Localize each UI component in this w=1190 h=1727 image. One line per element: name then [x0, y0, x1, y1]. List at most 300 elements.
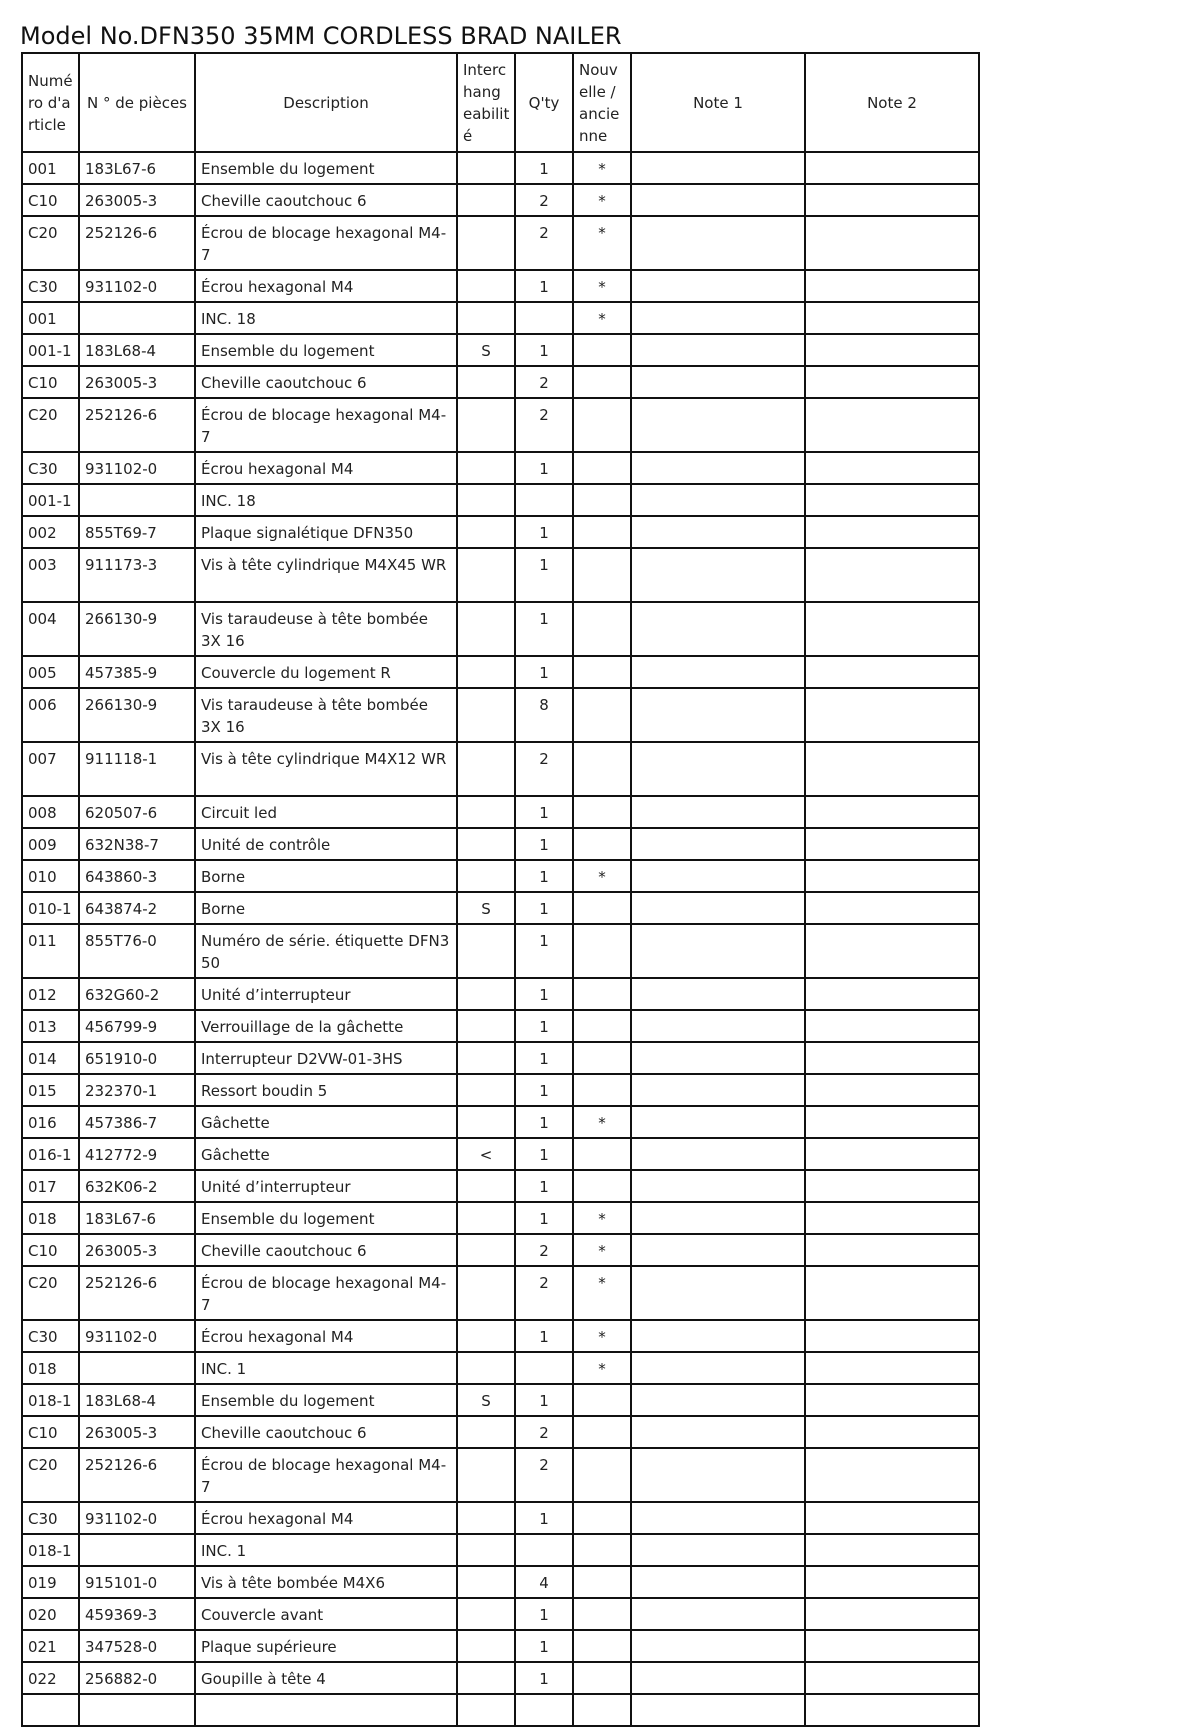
cell-note-2: [805, 1320, 979, 1352]
cell-item-no: 002: [22, 516, 79, 548]
cell-interchangeability: <: [457, 1138, 515, 1170]
table-row: [22, 1566, 979, 1598]
cell-new-old: *: [573, 860, 631, 892]
cell-description: Vis à tête bombée M4X6: [195, 1566, 457, 1598]
cell-part-no: 183L67-6: [79, 152, 195, 184]
cell-interchangeability: [457, 1416, 515, 1448]
cell-note-1: [631, 1630, 805, 1662]
cell-part-no: 256882-0: [79, 1662, 195, 1694]
cell-part-no: 456799-9: [79, 1010, 195, 1042]
cell-new-old: *: [573, 302, 631, 334]
table-row: [22, 1630, 979, 1662]
header-description: Description: [195, 53, 457, 152]
cell-new-old: [573, 1074, 631, 1106]
cell-note-2: [805, 1448, 979, 1502]
cell-part-no: [79, 1534, 195, 1566]
cell-note-2: [805, 1266, 979, 1320]
cell-interchangeability: [457, 366, 515, 398]
cell-note-2: [805, 1662, 979, 1694]
cell-part-no: 266130-9: [79, 602, 195, 656]
cell-description: INC. 1: [195, 1352, 457, 1384]
cell-new-old: [573, 1630, 631, 1662]
table-row: [22, 1202, 979, 1234]
cell-note-2: [805, 1694, 979, 1726]
table-row: [22, 924, 979, 978]
cell-note-1: [631, 1106, 805, 1138]
table-row: [22, 1534, 979, 1566]
cell-part-no: 457386-7: [79, 1106, 195, 1138]
cell-description: INC. 1: [195, 1534, 457, 1566]
cell-item-no: C20: [22, 398, 79, 452]
table-row: [22, 152, 979, 184]
cell-new-old: [573, 516, 631, 548]
cell-note-2: [805, 1106, 979, 1138]
cell-item-no: 006: [22, 688, 79, 742]
cell-note-2: [805, 656, 979, 688]
table-row: [22, 452, 979, 484]
cell-note-1: [631, 398, 805, 452]
cell-qty: 2: [515, 1234, 573, 1266]
cell-interchangeability: [457, 1662, 515, 1694]
table-row: [22, 1010, 979, 1042]
cell-note-1: [631, 216, 805, 270]
cell-qty: 1: [515, 1662, 573, 1694]
cell-description: INC. 18: [195, 484, 457, 516]
cell-part-no: 252126-6: [79, 1266, 195, 1320]
cell-qty: 2: [515, 742, 573, 796]
cell-item-no: C30: [22, 452, 79, 484]
cell-item-no: 018: [22, 1202, 79, 1234]
cell-note-1: [631, 1416, 805, 1448]
cell-new-old: [573, 602, 631, 656]
cell-item-no: 019: [22, 1566, 79, 1598]
cell-item-no: 009: [22, 828, 79, 860]
header-note-1: Note 1: [631, 53, 805, 152]
cell-part-no: 457385-9: [79, 656, 195, 688]
cell-new-old: *: [573, 1202, 631, 1234]
cell-note-1: [631, 548, 805, 602]
cell-qty: [515, 1352, 573, 1384]
cell-interchangeability: [457, 1042, 515, 1074]
table-row: [22, 1352, 979, 1384]
cell-qty: 1: [515, 1202, 573, 1234]
table-row: [22, 1042, 979, 1074]
cell-qty: 1: [515, 1010, 573, 1042]
cell-description: Interrupteur D2VW-01-3HS: [195, 1042, 457, 1074]
cell-part-no: 263005-3: [79, 1416, 195, 1448]
cell-qty: 1: [515, 270, 573, 302]
table-row: [22, 1266, 979, 1320]
cell-note-2: [805, 742, 979, 796]
cell-note-1: [631, 924, 805, 978]
cell-part-no: 263005-3: [79, 184, 195, 216]
cell-item-no: 010: [22, 860, 79, 892]
header-qty: Q'ty: [515, 53, 573, 152]
cell-item-no: C20: [22, 1448, 79, 1502]
cell-part-no: 931102-0: [79, 1320, 195, 1352]
cell-new-old: [573, 1502, 631, 1534]
cell-qty: 2: [515, 366, 573, 398]
header-part-no: N ° de pièces: [79, 53, 195, 152]
cell-item-no: 008: [22, 796, 79, 828]
table-row: [22, 1138, 979, 1170]
cell-description: INC. 18: [195, 302, 457, 334]
cell-part-no: [79, 1694, 195, 1726]
cell-note-2: [805, 152, 979, 184]
cell-note-1: [631, 184, 805, 216]
cell-part-no: 915101-0: [79, 1566, 195, 1598]
cell-note-1: [631, 1320, 805, 1352]
cell-description: Gâchette: [195, 1138, 457, 1170]
cell-interchangeability: [457, 688, 515, 742]
cell-interchangeability: [457, 1266, 515, 1320]
cell-description: Vis à tête cylindrique M4X12 WR: [195, 742, 457, 796]
cell-interchangeability: S: [457, 334, 515, 366]
cell-new-old: [573, 452, 631, 484]
cell-item-no: 016: [22, 1106, 79, 1138]
cell-interchangeability: [457, 216, 515, 270]
cell-interchangeability: [457, 742, 515, 796]
cell-description: Écrou de blocage hexagonal M4-7: [195, 1266, 457, 1320]
cell-description: Unité de contrôle: [195, 828, 457, 860]
cell-note-1: [631, 366, 805, 398]
cell-new-old: [573, 334, 631, 366]
cell-description: Plaque supérieure: [195, 1630, 457, 1662]
cell-note-2: [805, 484, 979, 516]
cell-note-1: [631, 1074, 805, 1106]
cell-note-2: [805, 924, 979, 978]
cell-item-no: 017: [22, 1170, 79, 1202]
cell-item-no: 016-1: [22, 1138, 79, 1170]
cell-interchangeability: [457, 1106, 515, 1138]
cell-note-1: [631, 1010, 805, 1042]
cell-description: Écrou hexagonal M4: [195, 270, 457, 302]
cell-part-no: 252126-6: [79, 398, 195, 452]
cell-note-1: [631, 742, 805, 796]
cell-note-2: [805, 1202, 979, 1234]
cell-note-1: [631, 1170, 805, 1202]
cell-new-old: *: [573, 1106, 631, 1138]
cell-new-old: [573, 1042, 631, 1074]
cell-description: Goupille à tête 4: [195, 1662, 457, 1694]
cell-item-no: 022: [22, 1662, 79, 1694]
cell-interchangeability: [457, 656, 515, 688]
cell-interchangeability: [457, 860, 515, 892]
cell-interchangeability: S: [457, 892, 515, 924]
cell-part-no: 931102-0: [79, 452, 195, 484]
cell-note-2: [805, 796, 979, 828]
cell-item-no: 013: [22, 1010, 79, 1042]
cell-note-1: [631, 1694, 805, 1726]
cell-part-no: 252126-6: [79, 216, 195, 270]
table-row: [22, 1320, 979, 1352]
cell-note-1: [631, 1384, 805, 1416]
cell-qty: 1: [515, 1042, 573, 1074]
cell-note-2: [805, 302, 979, 334]
cell-item-no: 001: [22, 302, 79, 334]
cell-note-2: [805, 1630, 979, 1662]
cell-qty: 2: [515, 216, 573, 270]
cell-new-old: [573, 656, 631, 688]
cell-interchangeability: [457, 1502, 515, 1534]
cell-part-no: 643860-3: [79, 860, 195, 892]
cell-new-old: [573, 366, 631, 398]
table-row: [22, 978, 979, 1010]
cell-description: Ensemble du logement: [195, 1384, 457, 1416]
cell-new-old: [573, 1416, 631, 1448]
cell-item-no: 005: [22, 656, 79, 688]
cell-qty: [515, 1694, 573, 1726]
cell-part-no: 347528-0: [79, 1630, 195, 1662]
cell-description: Ressort boudin 5: [195, 1074, 457, 1106]
cell-qty: 1: [515, 1320, 573, 1352]
cell-new-old: [573, 1170, 631, 1202]
cell-new-old: [573, 828, 631, 860]
cell-item-no: 011: [22, 924, 79, 978]
cell-new-old: [573, 548, 631, 602]
cell-qty: 1: [515, 1630, 573, 1662]
cell-part-no: 632K06-2: [79, 1170, 195, 1202]
cell-item-no: 001-1: [22, 484, 79, 516]
page-title: Model No.DFN350 35MM CORDLESS BRAD NAILER: [20, 22, 622, 50]
cell-new-old: [573, 1010, 631, 1042]
cell-qty: 1: [515, 1502, 573, 1534]
cell-new-old: [573, 892, 631, 924]
cell-note-1: [631, 1566, 805, 1598]
cell-item-no: 020: [22, 1598, 79, 1630]
cell-note-2: [805, 860, 979, 892]
table-row: [22, 216, 979, 270]
cell-interchangeability: [457, 1448, 515, 1502]
cell-qty: 2: [515, 1416, 573, 1448]
cell-interchangeability: [457, 1566, 515, 1598]
cell-interchangeability: [457, 1320, 515, 1352]
table-row: [22, 1662, 979, 1694]
cell-qty: [515, 484, 573, 516]
cell-qty: 1: [515, 828, 573, 860]
cell-description: Écrou de blocage hexagonal M4-7: [195, 398, 457, 452]
cell-part-no: 263005-3: [79, 366, 195, 398]
table-row: [22, 1074, 979, 1106]
cell-qty: 1: [515, 516, 573, 548]
cell-part-no: 263005-3: [79, 1234, 195, 1266]
cell-note-1: [631, 452, 805, 484]
cell-item-no: 021: [22, 1630, 79, 1662]
table-row: [22, 892, 979, 924]
cell-description: Verrouillage de la gâchette: [195, 1010, 457, 1042]
cell-note-1: [631, 1502, 805, 1534]
cell-note-1: [631, 1352, 805, 1384]
cell-description: Vis taraudeuse à tête bombée 3X 16: [195, 688, 457, 742]
cell-qty: 1: [515, 152, 573, 184]
cell-item-no: C30: [22, 1320, 79, 1352]
cell-note-2: [805, 516, 979, 548]
cell-interchangeability: [457, 924, 515, 978]
cell-part-no: 911173-3: [79, 548, 195, 602]
cell-part-no: 632N38-7: [79, 828, 195, 860]
cell-note-2: [805, 1170, 979, 1202]
cell-new-old: [573, 484, 631, 516]
cell-interchangeability: [457, 1234, 515, 1266]
cell-interchangeability: [457, 484, 515, 516]
header-note-2: Note 2: [805, 53, 979, 152]
cell-part-no: 931102-0: [79, 1502, 195, 1534]
cell-part-no: [79, 1352, 195, 1384]
cell-part-no: 620507-6: [79, 796, 195, 828]
cell-qty: 1: [515, 452, 573, 484]
cell-interchangeability: [457, 602, 515, 656]
cell-qty: 1: [515, 656, 573, 688]
cell-note-2: [805, 548, 979, 602]
cell-qty: 1: [515, 334, 573, 366]
cell-note-2: [805, 602, 979, 656]
table-row: [22, 1448, 979, 1502]
table-row: [22, 1234, 979, 1266]
cell-part-no: 183L68-4: [79, 1384, 195, 1416]
cell-item-no: 014: [22, 1042, 79, 1074]
cell-part-no: 643874-2: [79, 892, 195, 924]
table-row: [22, 656, 979, 688]
cell-item-no: C20: [22, 216, 79, 270]
cell-qty: 2: [515, 1448, 573, 1502]
table-row: [22, 1416, 979, 1448]
cell-note-2: [805, 1234, 979, 1266]
cell-item-no: C30: [22, 270, 79, 302]
cell-description: Vis taraudeuse à tête bombée 3X 16: [195, 602, 457, 656]
cell-item-no: C30: [22, 1502, 79, 1534]
cell-new-old: *: [573, 216, 631, 270]
cell-note-2: [805, 978, 979, 1010]
cell-note-2: [805, 1534, 979, 1566]
cell-note-2: [805, 216, 979, 270]
cell-description: Couvercle avant: [195, 1598, 457, 1630]
cell-part-no: [79, 302, 195, 334]
cell-interchangeability: [457, 302, 515, 334]
parts-table: [21, 52, 980, 1727]
cell-item-no: [22, 1694, 79, 1726]
cell-note-2: [805, 1598, 979, 1630]
cell-description: Écrou hexagonal M4: [195, 1502, 457, 1534]
cell-interchangeability: [457, 828, 515, 860]
cell-note-1: [631, 1266, 805, 1320]
table-row: [22, 1384, 979, 1416]
cell-note-2: [805, 1042, 979, 1074]
table-row: [22, 1694, 979, 1726]
cell-qty: 8: [515, 688, 573, 742]
table-row: [22, 366, 979, 398]
cell-new-old: [573, 924, 631, 978]
cell-interchangeability: [457, 1202, 515, 1234]
cell-qty: 1: [515, 978, 573, 1010]
cell-note-1: [631, 892, 805, 924]
cell-qty: 2: [515, 398, 573, 452]
cell-part-no: 855T69-7: [79, 516, 195, 548]
cell-new-old: [573, 742, 631, 796]
cell-description: Ensemble du logement: [195, 334, 457, 366]
cell-new-old: *: [573, 1234, 631, 1266]
cell-note-2: [805, 1566, 979, 1598]
table-row: [22, 828, 979, 860]
cell-new-old: *: [573, 1320, 631, 1352]
cell-part-no: 183L67-6: [79, 1202, 195, 1234]
cell-note-1: [631, 1202, 805, 1234]
cell-item-no: 015: [22, 1074, 79, 1106]
cell-note-2: [805, 688, 979, 742]
cell-qty: 1: [515, 1170, 573, 1202]
cell-item-no: C10: [22, 1416, 79, 1448]
cell-description: Écrou de blocage hexagonal M4-7: [195, 216, 457, 270]
cell-description: [195, 1694, 457, 1726]
cell-note-2: [805, 892, 979, 924]
cell-interchangeability: [457, 1630, 515, 1662]
cell-note-1: [631, 796, 805, 828]
table-row: [22, 516, 979, 548]
table-row: [22, 398, 979, 452]
cell-new-old: [573, 1448, 631, 1502]
cell-item-no: 018-1: [22, 1534, 79, 1566]
cell-item-no: 018-1: [22, 1384, 79, 1416]
table-row: [22, 1502, 979, 1534]
table-row: [22, 742, 979, 796]
cell-item-no: C10: [22, 366, 79, 398]
cell-note-2: [805, 334, 979, 366]
table-row: [22, 796, 979, 828]
header-interchangeability: Interc hang eabilit é: [457, 53, 515, 152]
cell-item-no: C10: [22, 184, 79, 216]
cell-note-2: [805, 1074, 979, 1106]
cell-note-2: [805, 452, 979, 484]
cell-note-2: [805, 184, 979, 216]
cell-new-old: [573, 1138, 631, 1170]
cell-description: Plaque signalétique DFN350: [195, 516, 457, 548]
cell-interchangeability: [457, 1010, 515, 1042]
cell-note-1: [631, 1234, 805, 1266]
cell-interchangeability: [457, 1598, 515, 1630]
cell-qty: 1: [515, 860, 573, 892]
cell-item-no: 010-1: [22, 892, 79, 924]
cell-note-1: [631, 516, 805, 548]
cell-qty: 1: [515, 1106, 573, 1138]
cell-description: Écrou hexagonal M4: [195, 452, 457, 484]
cell-new-old: [573, 978, 631, 1010]
cell-note-1: [631, 1138, 805, 1170]
cell-note-1: [631, 828, 805, 860]
cell-interchangeability: [457, 398, 515, 452]
cell-description: Ensemble du logement: [195, 152, 457, 184]
cell-note-1: [631, 978, 805, 1010]
cell-description: Cheville caoutchouc 6: [195, 184, 457, 216]
cell-note-1: [631, 602, 805, 656]
cell-note-2: [805, 828, 979, 860]
table-header-row: [22, 53, 979, 152]
cell-new-old: [573, 1384, 631, 1416]
cell-note-2: [805, 270, 979, 302]
cell-note-1: [631, 1662, 805, 1694]
cell-description: Écrou hexagonal M4: [195, 1320, 457, 1352]
cell-interchangeability: [457, 1534, 515, 1566]
cell-interchangeability: S: [457, 1384, 515, 1416]
cell-description: Couvercle du logement R: [195, 656, 457, 688]
cell-description: Borne: [195, 892, 457, 924]
cell-description: Unité d’interrupteur: [195, 978, 457, 1010]
cell-note-1: [631, 270, 805, 302]
cell-qty: 1: [515, 1384, 573, 1416]
cell-note-2: [805, 1416, 979, 1448]
cell-new-old: [573, 688, 631, 742]
table-row: [22, 270, 979, 302]
cell-qty: 1: [515, 796, 573, 828]
table-row: [22, 484, 979, 516]
